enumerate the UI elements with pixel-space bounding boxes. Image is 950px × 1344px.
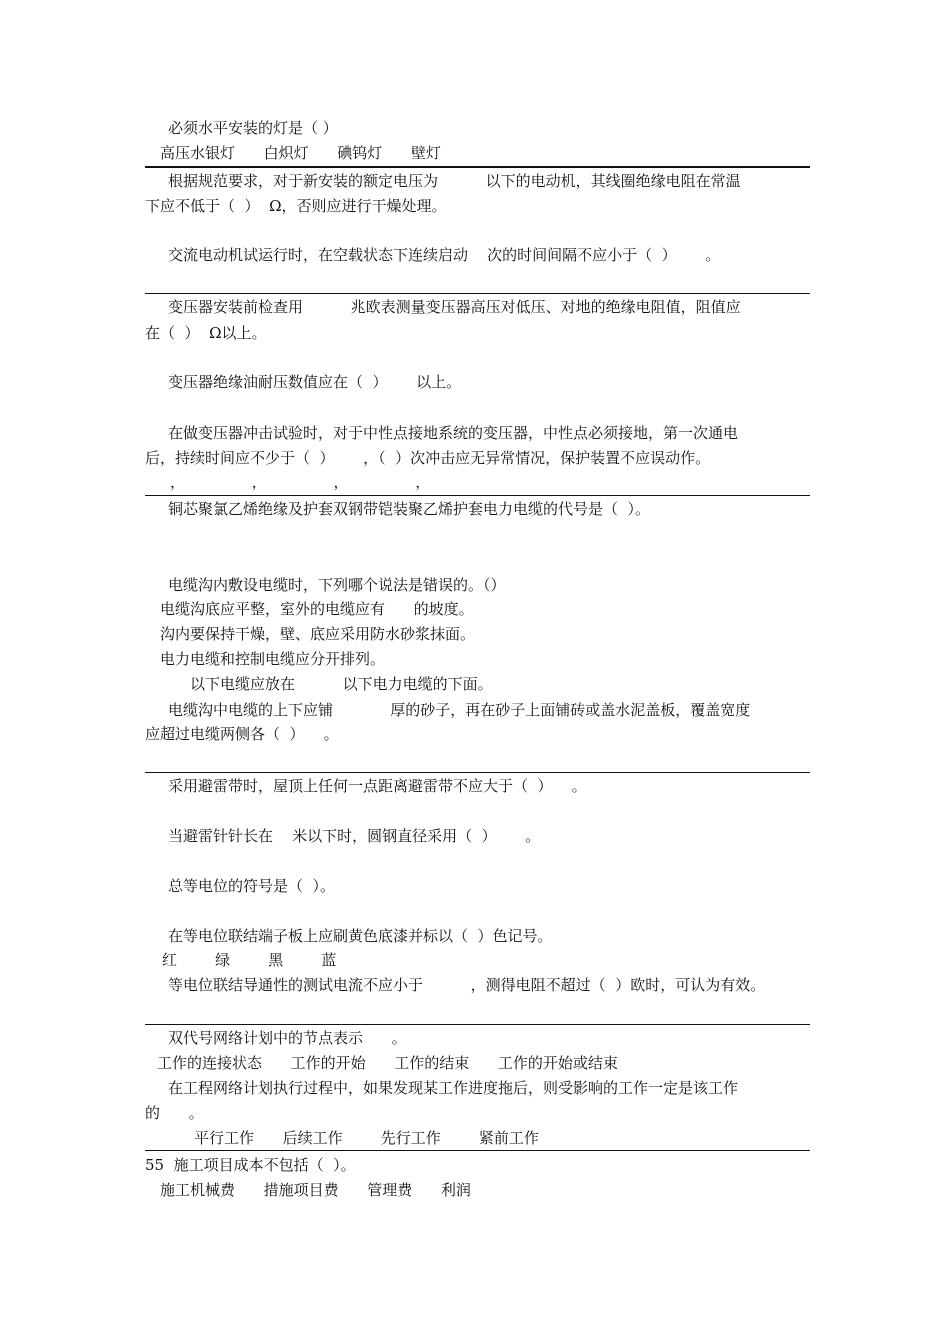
question-text: 铜芯聚氯乙烯绝缘及护套双钢带铠装聚乙烯护套电力电缆的代号是（ ）。 [168,500,651,518]
question-text: 根据规范要求，对于新安装的额定电压为 以下的电动机，其线圈绝缘电阻在常温 [168,172,741,190]
question-text: 等电位联结导通性的测试电流不应小于 ，测得电阻不超过（ ）欧时，可认为有效。 [168,976,766,994]
question-text: 在工程网络计划执行过程中，如果发现某工作进度拖后，则受影响的工作一定是该工作 [168,1079,739,1097]
question-text: 必须水平安装的灯是（ ） [168,119,338,137]
question-text: 在等电位联结端子板上应刷黄色底漆并标以（ ）色记号。 [168,927,553,945]
answer-options: ， ， ， ， [170,473,431,491]
answer-option: 电力电缆和控制电缆应分开排列。 [160,650,386,668]
question-text: 应超过电缆两侧各（ ） 。 [145,725,339,743]
question-text: 变压器安装前检查用 兆欧表测量变压器高压对低压、对地的绝缘电阻值，阻值应 [168,298,741,316]
question-text: 变压器绝缘油耐压数值应在（ ） 以上。 [168,373,462,391]
question-text: 交流电动机试运行时，在空载状态下连续启动 次的时间间隔不应小于（ ） 。 [168,246,721,264]
divider-line [145,495,810,496]
question-text: 电缆沟内敷设电缆时，下列哪个说法是错误的。（） [168,576,506,594]
question-text: 后，持续时间应不少于（ ） ，（ ）次冲击应无异常情况，保护装置不应误动作。 [145,449,711,467]
divider-line [145,293,810,294]
answer-options: 高压水银灯 白炽灯 碘钨灯 壁灯 [160,144,441,162]
question-text: 总等电位的符号是（ ）。 [168,877,336,895]
divider-line [145,166,810,168]
question-text: 55 施工项目成本不包括（ ）。 [145,1156,356,1174]
answer-option: 沟内要保持干燥，壁、底应采用防水砂浆抹面。 [160,625,476,643]
answer-options: 平行工作 后续工作 先行工作 紧前工作 [194,1129,539,1147]
answer-option: 以下电缆应放在 以下电力电缆的下面。 [190,675,493,693]
question-text: 双代号网络计划中的节点表示 。 [168,1029,407,1047]
question-text: 下应不低于（ ） Ω，否则应进行干燥处理。 [145,197,447,215]
divider-line [145,1150,810,1151]
answer-option: 电缆沟底应平整，室外的电缆应有 的坡度。 [160,600,474,618]
question-text: 的 。 [145,1104,204,1122]
divider-line [145,1024,810,1025]
question-text: 采用避雷带时，屋顶上任何一点距离避雷带不应大于（ ） 。 [168,777,587,795]
answer-options: 工作的连接状态 工作的开始 工作的结束 工作的开始或结束 [157,1054,618,1072]
question-text: 在（ ） Ω以上。 [145,324,267,342]
answer-options: 红 绿 黑 蓝 [162,951,337,969]
question-text: 在做变压器冲击试验时，对于中性点接地系统的变压器，中性点必须接地，第一次通电 [168,424,739,442]
question-text: 当避雷针针长在 米以下时，圆钢直径采用（ ） 。 [168,827,541,845]
divider-line [145,772,810,773]
answer-options: 施工机械费 措施项目费 管理费 利润 [160,1181,471,1199]
question-text: 电缆沟中电缆的上下应铺 厚的砂子，再在砂子上面铺砖或盖水泥盖板，覆盖宽度 [168,701,751,719]
